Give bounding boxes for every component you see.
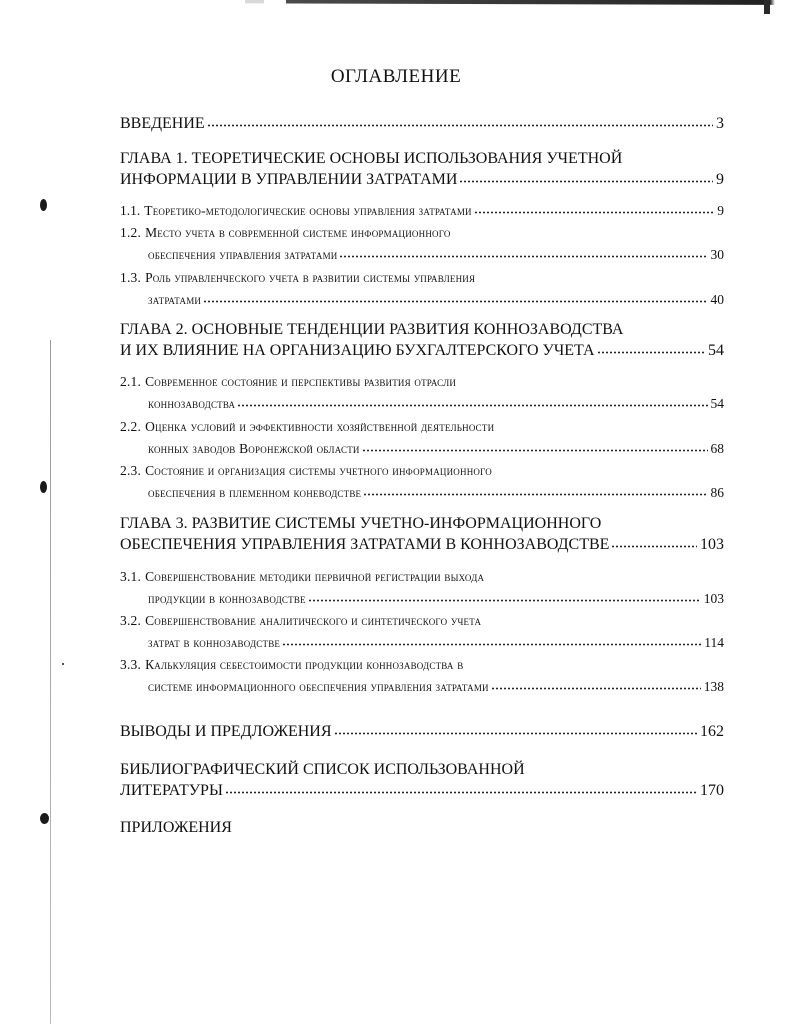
- toc-entry-text: затрат в коннозаводстве: [148, 635, 281, 650]
- dot-leader: [474, 211, 715, 214]
- toc-entry-conclusions[interactable]: [120, 721, 724, 742]
- section-number: 3.1.: [120, 569, 142, 584]
- toc-page-number: 86: [710, 485, 724, 500]
- dot-leader: [237, 404, 707, 407]
- section-number: 3.2.: [120, 613, 142, 628]
- toc-entry-section-2-3[interactable]: [120, 460, 724, 504]
- toc-entry-chapter-3[interactable]: [120, 513, 724, 555]
- toc-entry-introduction[interactable]: [120, 113, 724, 134]
- toc-entry-text: ОБЕСПЕЧЕНИЯ УПРАВЛЕНИЯ ЗАТРАТАМИ В КОННОЗАВОДСТВЕ: [120, 536, 610, 553]
- section-number: 2.1.: [120, 374, 142, 389]
- dot-leader: [282, 643, 701, 646]
- dot-leader: [597, 351, 705, 354]
- toc-entry-text: Совершенствование аналитического и синтетического учета: [145, 613, 482, 628]
- toc-entry-text: Роль управленческого учета в развитии системы управления: [145, 270, 476, 285]
- toc-entry-chapter-1[interactable]: [120, 148, 724, 190]
- toc-entry-chapter-2[interactable]: [120, 319, 724, 361]
- toc-page-number: 54: [710, 396, 724, 411]
- dot-leader: [459, 180, 713, 183]
- page-title: ОГЛАВЛЕНИЕ: [330, 66, 462, 87]
- section-number: 3.3.: [120, 657, 142, 672]
- dot-leader: [491, 687, 701, 690]
- toc-entry-text: Совершенствование методики первичной регистрации выхода: [145, 569, 485, 584]
- toc-entry-text: И ИХ ВЛИЯНИЕ НА ОРГАНИЗАЦИЮ БУХГАЛТЕРСКОГО УЧЕТА: [120, 342, 595, 359]
- toc-page-number: 9: [717, 203, 724, 218]
- scan-left-edge: [50, 0, 51, 1024]
- toc-entry-text: Место учета в современной системе информационного: [145, 225, 451, 240]
- toc-entry-text: ГЛАВА 3. РАЗВИТИЕ СИСТЕМЫ УЧЕТНО-ИНФОРМАЦИОННОГО: [120, 515, 602, 532]
- scan-speck: [40, 199, 47, 211]
- toc-page-number: 30: [710, 247, 724, 262]
- toc-page-number: 162: [700, 723, 724, 740]
- toc-entry-text: коннозаводства: [148, 396, 236, 411]
- toc-page-number: 9: [716, 171, 724, 188]
- toc-entry-section-3-1[interactable]: [120, 566, 724, 610]
- toc-entry-text: БИБЛИОГРАФИЧЕСКИЙ СПИСОК ИСПОЛЬЗОВАННОЙ: [120, 761, 525, 778]
- toc-entry-section-1-3[interactable]: [120, 267, 724, 311]
- section-number: 1.2.: [120, 225, 142, 240]
- toc-page-number: 54: [708, 342, 724, 359]
- toc-entry-text: Оценка условий и эффективности хозяйственной деятельности: [145, 419, 495, 434]
- dot-leader: [207, 124, 713, 127]
- section-number: 1.1.: [120, 203, 141, 218]
- toc-entry-text: ИНФОРМАЦИИ В УПРАВЛЕНИИ ЗАТРАТАМИ: [120, 171, 458, 188]
- toc-entry-text: Теоретико-методологические основы управления затратами: [144, 203, 472, 218]
- scan-speck: [40, 481, 47, 493]
- toc-entry-text: Состояние и организация системы учетного информационного: [145, 463, 492, 478]
- dot-leader: [339, 255, 707, 258]
- dot-leader: [611, 545, 697, 548]
- toc-page-number: 40: [710, 292, 724, 307]
- toc-entry-text: продукции в коннозаводстве: [148, 591, 306, 606]
- toc-entry-section-3-2[interactable]: [120, 610, 724, 654]
- scan-top-edge: [0, 0, 792, 9]
- toc-entry-text: обеспечения управления затратами: [148, 247, 338, 262]
- section-number: 1.3.: [120, 270, 142, 285]
- dot-leader: [363, 493, 707, 496]
- toc-entry-text: ПРИЛОЖЕНИЯ: [120, 819, 232, 836]
- toc-entry-text: конных заводов Воронежской области: [148, 441, 360, 456]
- toc-entry-section-2-2[interactable]: [120, 416, 724, 460]
- toc-entry-section-3-3[interactable]: [120, 654, 724, 698]
- toc-entry-text: Калькуляция себестоимости продукции коннозаводства в: [145, 657, 464, 672]
- dot-leader: [362, 449, 708, 452]
- toc-entry-text: системе информационного обеспечения управления затратами: [148, 679, 489, 694]
- dot-leader: [203, 300, 707, 303]
- toc-entry-section-1-2[interactable]: [120, 222, 724, 266]
- dot-leader: [308, 599, 701, 602]
- toc-entry-appendices[interactable]: [120, 817, 724, 838]
- toc-entry-text: ГЛАВА 1. ТЕОРЕТИЧЕСКИЕ ОСНОВЫ ИСПОЛЬЗОВАНИЯ УЧЕТНОЙ: [120, 150, 623, 167]
- toc-entry-section-1-1[interactable]: [120, 200, 724, 222]
- toc-entry-text: ЛИТЕРАТУРЫ: [120, 782, 223, 799]
- dot-leader: [334, 732, 697, 735]
- toc-entry-text: ВВЕДЕНИЕ: [120, 115, 205, 132]
- toc-entry-text: Современное состояние и перспективы развития отрасли: [145, 374, 457, 389]
- scan-speck: [62, 663, 64, 665]
- toc-page-number: 3: [716, 115, 724, 132]
- toc-page-number: 114: [704, 635, 724, 650]
- toc-page-number: 103: [703, 591, 724, 606]
- toc-entry-text: обеспечения в племенном коневодстве: [148, 485, 362, 500]
- toc-page-number: 138: [703, 679, 724, 694]
- section-number: 2.2.: [120, 419, 142, 434]
- scan-speck: [40, 813, 49, 824]
- toc-entry-section-2-1[interactable]: [120, 371, 724, 415]
- section-number: 2.3.: [120, 463, 142, 478]
- toc-entry-text: затратами: [148, 292, 202, 307]
- toc-page-number: 68: [710, 441, 724, 456]
- toc-page-number: 170: [700, 782, 724, 799]
- toc-entry-text: ГЛАВА 2. ОСНОВНЫЕ ТЕНДЕНЦИИ РАЗВИТИЯ КОННОЗАВОДСТВА: [120, 321, 624, 338]
- toc-entry-bibliography[interactable]: [120, 759, 724, 801]
- dot-leader: [225, 791, 697, 794]
- toc-page-number: 103: [700, 536, 724, 553]
- toc-entry-text: ВЫВОДЫ И ПРЕДЛОЖЕНИЯ: [120, 723, 332, 740]
- scan-corner-mark: [764, 0, 770, 14]
